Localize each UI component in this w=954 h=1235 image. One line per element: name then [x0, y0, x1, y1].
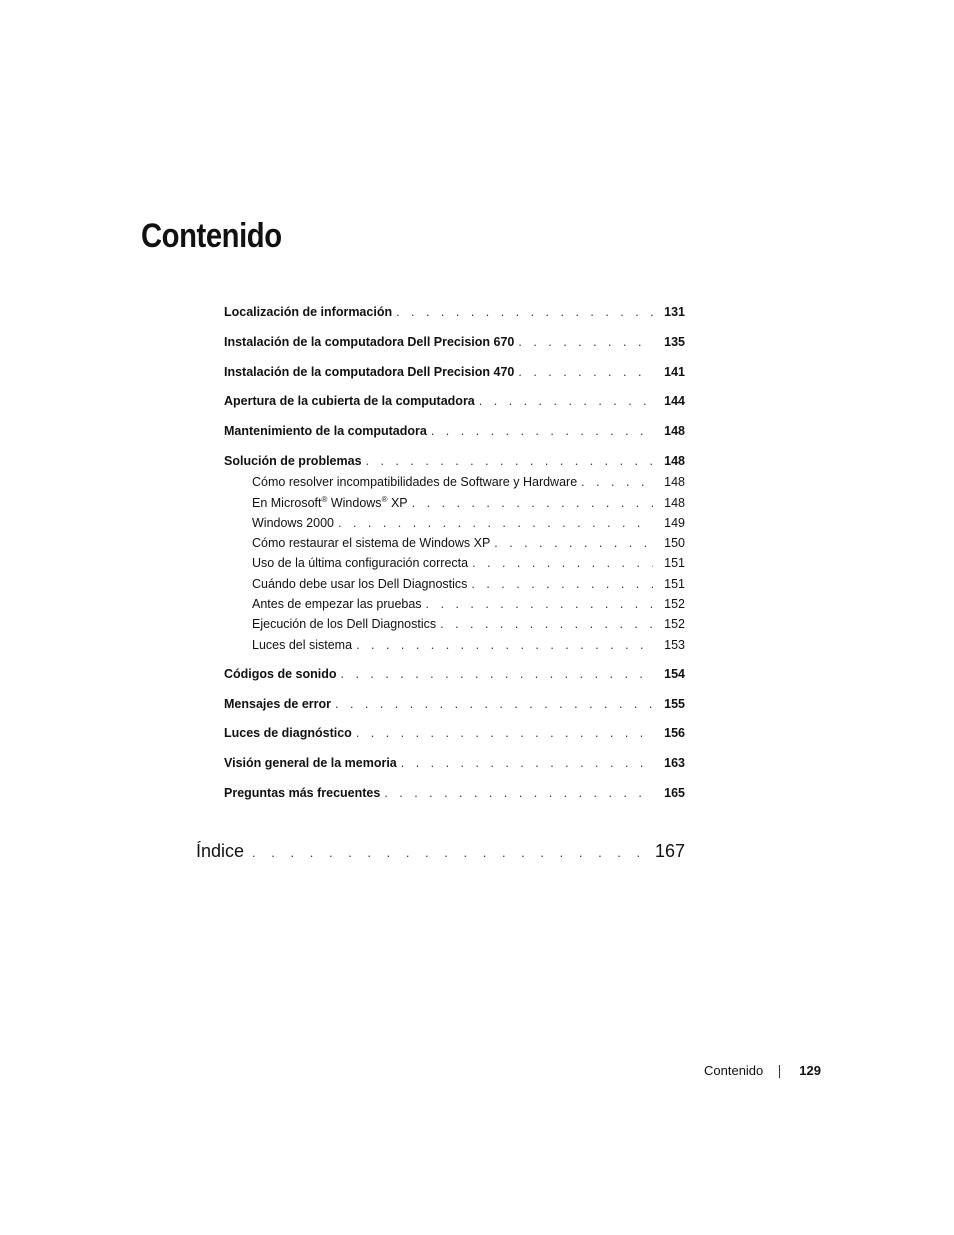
toc-dot-leader — [356, 723, 653, 743]
toc-dot-leader — [335, 694, 653, 714]
toc-entry-page: 152 — [664, 617, 685, 631]
index-entry-label: Índice — [196, 841, 245, 861]
toc-entry-label: Mensajes de error — [224, 697, 331, 711]
toc-entry-label: Cuándo debe usar los Dell Diagnostics — [252, 577, 468, 591]
toc-entry[interactable] — [224, 421, 685, 441]
toc-entry-page: 148 — [664, 496, 685, 510]
toc-entry-page: 144 — [664, 394, 685, 408]
footer-section-label: Contenido — [704, 1063, 764, 1078]
toc-entry-label: Instalación de la computadora Dell Precision 670 — [224, 335, 515, 349]
toc-subentry[interactable] — [252, 614, 685, 634]
toc-dot-leader — [518, 332, 653, 352]
toc-dot-leader — [440, 614, 653, 634]
toc-entry-page: 141 — [664, 365, 685, 379]
toc-dot-leader — [472, 553, 653, 573]
index-entry-page: 167 — [654, 841, 685, 861]
toc-entry-label: Luces de diagnóstico — [224, 726, 352, 740]
toc-entry-label: Localización de información — [224, 305, 393, 319]
toc-dot-leader — [471, 574, 653, 594]
toc-entry-page: 151 — [664, 577, 685, 591]
toc-entry-page: 152 — [664, 597, 685, 611]
toc-dot-leader — [581, 472, 653, 492]
toc-entry-label: Apertura de la cubierta de la computadora — [224, 394, 475, 408]
toc-entry-label: Uso de la última configuración correcta — [252, 556, 469, 570]
footer-page-number: 129 — [799, 1063, 821, 1078]
toc-dot-leader — [252, 841, 645, 865]
toc-subentry[interactable] — [252, 493, 685, 513]
toc-subentry[interactable] — [252, 513, 685, 533]
toc-subentry[interactable] — [252, 574, 685, 594]
toc-entry-page: 153 — [664, 638, 685, 652]
toc-dot-leader — [356, 635, 653, 655]
toc-entry-page: 148 — [664, 424, 685, 438]
page-footer — [690, 1061, 821, 1081]
toc-entry[interactable] — [224, 783, 685, 803]
toc-entry[interactable] — [224, 362, 685, 382]
toc-entry-label: Solución de problemas — [224, 454, 362, 468]
toc-entry-page: 135 — [664, 335, 685, 349]
toc-entry-page: 150 — [664, 536, 685, 550]
toc-entry[interactable] — [224, 664, 685, 684]
footer-divider — [779, 1065, 780, 1078]
toc-entry-page: 148 — [664, 454, 685, 468]
toc-entry-label: Códigos de sonido — [224, 667, 337, 681]
toc-entry-label: Luces del sistema — [252, 638, 353, 652]
toc-dot-leader — [426, 594, 653, 614]
toc-dot-leader — [396, 302, 653, 322]
toc-entry-page: 156 — [664, 726, 685, 740]
toc-dot-leader — [341, 664, 654, 684]
toc-entry-page: 155 — [664, 697, 685, 711]
toc-entry-page: 165 — [664, 786, 685, 800]
toc-dot-leader — [518, 362, 653, 382]
toc-entry-page: 148 — [664, 475, 685, 489]
toc-entry-label: Visión general de la memoria — [224, 756, 397, 770]
toc-entry-label: Preguntas más frecuentes — [224, 786, 381, 800]
toc-entry-page: 131 — [664, 305, 685, 319]
toc-dot-leader — [366, 451, 653, 471]
toc-entry-page: 163 — [664, 756, 685, 770]
page-title: Contenido — [141, 217, 282, 255]
toc-dot-leader — [494, 533, 653, 553]
toc-entry-label: Cómo restaurar el sistema de Windows XP — [252, 536, 491, 550]
toc-dot-leader — [384, 783, 653, 803]
toc-subentry[interactable] — [252, 594, 685, 614]
toc-dot-leader — [431, 421, 653, 441]
toc-entry-label: Instalación de la computadora Dell Precision 470 — [224, 365, 515, 379]
toc-dot-leader — [479, 391, 653, 411]
toc-entry-label: Ejecución de los Dell Diagnostics — [252, 617, 437, 631]
toc-subentry[interactable] — [252, 472, 685, 492]
toc-entry-label: Cómo resolver incompatibilidades de Software y Hardware — [252, 475, 578, 489]
toc-subentry[interactable] — [252, 533, 685, 553]
toc-entry[interactable] — [224, 391, 685, 411]
toc-entry-label: Mantenimiento de la computadora — [224, 424, 427, 438]
toc-dot-leader — [412, 493, 653, 513]
toc-entry[interactable] — [224, 694, 685, 714]
toc-subentry[interactable] — [252, 553, 685, 573]
toc-dot-leader — [401, 753, 653, 773]
toc-entry-label: En Microsoft® Windows® XP — [252, 494, 408, 510]
toc-subentry[interactable] — [252, 635, 685, 655]
toc-entry[interactable] — [224, 332, 685, 352]
toc-entry[interactable] — [224, 753, 685, 773]
toc-entry-label: Antes de empezar las pruebas — [252, 597, 422, 611]
toc-entry[interactable] — [224, 302, 685, 322]
toc-entry-page: 154 — [664, 667, 685, 681]
toc-entry-label: Windows 2000 — [252, 516, 334, 530]
toc-entry-page: 149 — [664, 516, 685, 530]
toc-entry[interactable] — [224, 723, 685, 743]
toc-entry[interactable] — [224, 451, 685, 471]
index-entry[interactable] — [196, 839, 685, 865]
toc-dot-leader — [338, 513, 653, 533]
toc-entry-page: 151 — [664, 556, 685, 570]
